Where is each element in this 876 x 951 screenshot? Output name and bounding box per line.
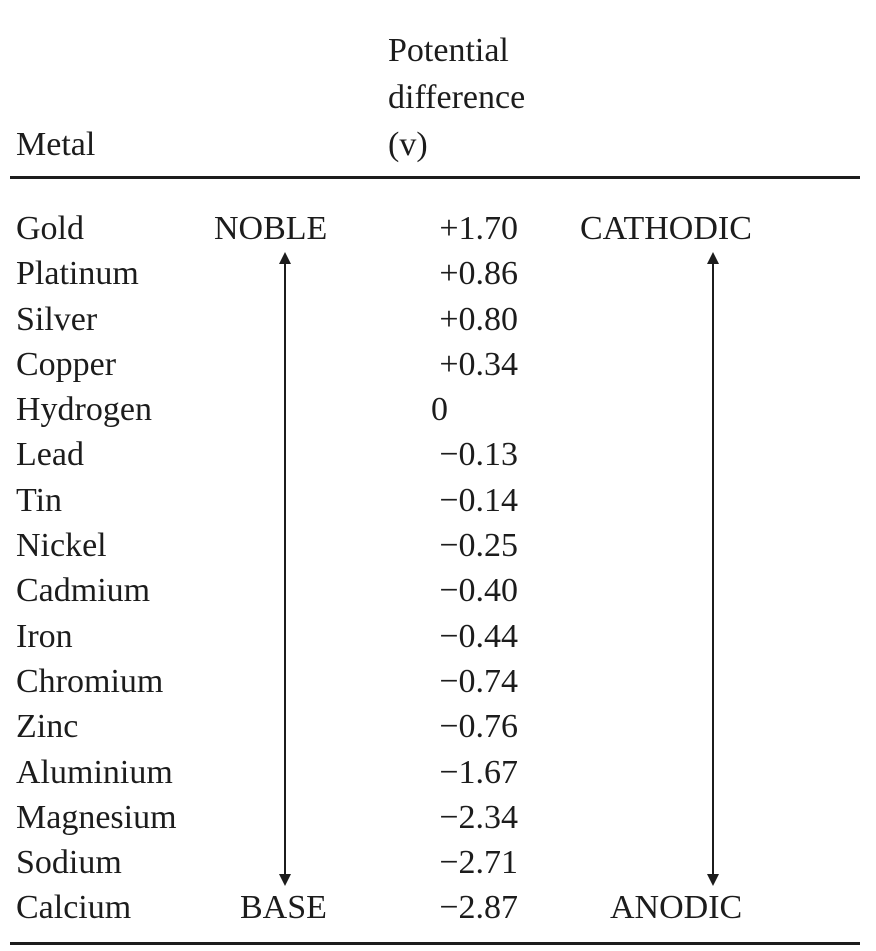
potential-value: −0.13: [439, 436, 518, 474]
metal-name: Chromium: [16, 662, 164, 700]
header-potential-line-1: Potential: [388, 32, 509, 69]
header-rule: [10, 176, 860, 179]
table-row: [0, 659, 876, 704]
potential-value: −0.76: [439, 708, 518, 746]
anodic-label: ANODIC: [610, 889, 743, 927]
metal-name: Hydrogen: [16, 391, 152, 429]
potential-value: +0.86: [439, 255, 518, 293]
potential-value: −2.34: [439, 798, 518, 836]
potential-value: −2.87: [439, 889, 518, 927]
cathodic-label: CATHODIC: [580, 210, 752, 247]
table-row: [0, 297, 876, 342]
header-potential-difference: [388, 27, 525, 168]
table-row: [0, 478, 876, 523]
table-row: [0, 750, 876, 795]
potential-value: −0.14: [439, 481, 518, 519]
table-row: [0, 885, 876, 930]
metal-name: Tin: [16, 481, 63, 519]
table-row: [0, 432, 876, 477]
footer-rule: [10, 942, 860, 945]
potential-value: −2.71: [439, 844, 518, 882]
table-row: [0, 206, 876, 251]
potential-value: −0.40: [439, 572, 518, 610]
metal-name: Nickel: [16, 527, 107, 565]
metal-name: Aluminium: [16, 753, 173, 791]
table-row: [0, 251, 876, 296]
potential-value: +1.70: [439, 210, 518, 247]
metal-name: Lead: [16, 436, 84, 474]
potential-value: −0.44: [439, 617, 518, 655]
metal-name: Magnesium: [16, 798, 177, 836]
metal-name: Cadmium: [16, 572, 151, 610]
table-body: [0, 206, 876, 931]
potential-value: −0.25: [439, 527, 518, 565]
metal-name: Gold: [16, 210, 84, 247]
table-row: [0, 568, 876, 613]
noble-label: NOBLE: [214, 210, 328, 247]
noble-base-double-arrow-icon: [284, 256, 286, 882]
metal-name: Calcium: [16, 889, 132, 927]
table-row: [0, 704, 876, 749]
metal-name: Sodium: [16, 844, 122, 882]
metal-name: Copper: [16, 345, 117, 383]
metal-name: Iron: [16, 617, 73, 655]
potential-value: +0.80: [439, 300, 518, 338]
metal-name: Zinc: [16, 708, 79, 746]
header-potential-line-2: difference: [388, 79, 526, 116]
potential-value: −1.67: [439, 753, 518, 791]
header-metal: Metal: [16, 126, 96, 163]
table-row: [0, 387, 876, 432]
table-row: [0, 614, 876, 659]
table-row: [0, 795, 876, 840]
potential-value: 0: [431, 391, 448, 429]
table-row: [0, 523, 876, 568]
potential-value: −0.74: [439, 662, 518, 700]
metal-name: Platinum: [16, 255, 139, 293]
potential-value: +0.34: [439, 345, 518, 383]
cathodic-anodic-double-arrow-icon: [712, 256, 714, 882]
metal-name: Silver: [16, 300, 98, 338]
base-label: BASE: [240, 889, 327, 927]
table-row: [0, 840, 876, 885]
table-row: [0, 342, 876, 387]
header-potential-line-3: (v): [388, 126, 428, 163]
